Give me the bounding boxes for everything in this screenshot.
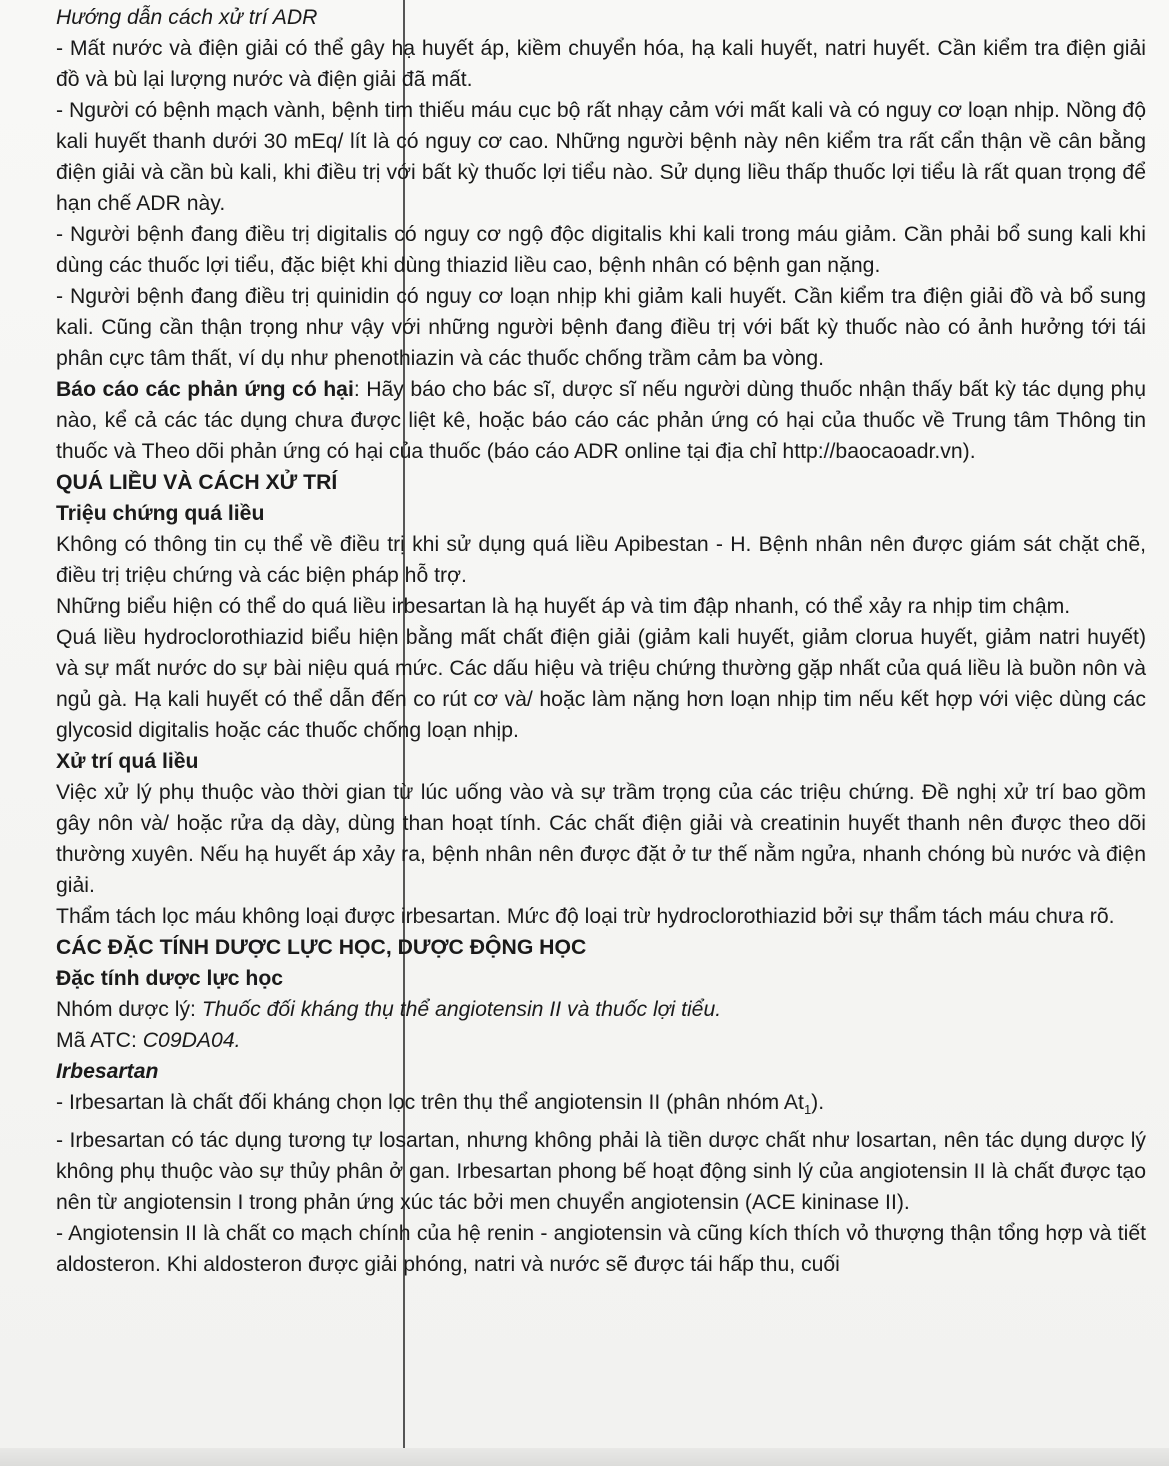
overdose-treatment-heading: Xử trí quá liều <box>56 750 199 773</box>
pharmacodynamics-heading: Đặc tính dược lực học <box>56 967 284 990</box>
irbesartan-heading: Irbesartan <box>56 1060 159 1083</box>
irbesartan-p1-end: ). <box>811 1091 825 1114</box>
irbesartan-paragraph <box>56 1087 1146 1125</box>
irbesartan-paragraph: - Angiotensin II là chất co mạch chính của hệ renin - angiotensin và cũng kích thích vỏ thượng thận tổng hợp và tiết aldosteron. Khi aldosteron được giải phóng, natri và nước sẽ được tái hấp thu, cuối <box>56 1222 1146 1277</box>
overdose-paragraph: Những biểu hiện có thể do quá liều irbesartan là hạ huyết áp và tim đập nhanh, có thể xảy ra nhịp tim chậm. <box>56 595 1071 618</box>
adr-paragraph: - Mất nước và điện giải có thể gây hạ huyết áp, kiềm chuyển hóa, hạ kali huyết, natri huyết. Cần kiểm tra điện giải đồ và bù lại lượng nước và điện giải đã mất. <box>56 37 1146 91</box>
pharma-group-line <box>56 994 1146 1025</box>
adr-paragraph: - Người bệnh đang điều trị quinidin có nguy cơ loạn nhịp khi giảm kali huyết. Cần kiểm tra điện giải đồ và bổ sung kali. Cũng cần thận trọng như vậy với những người bệnh đang điều trị với bất kỳ thuốc nào có ảnh hưởng tới tái phân cực tâm thất, ví dụ như phenothiazin và các thuốc chống trầm cảm ba vòng. <box>56 285 1146 370</box>
adr-paragraph: - Người có bệnh mạch vành, bệnh tim thiếu máu cục bộ rất nhạy cảm với mất kali và có nguy cơ loạn nhịp. Nồng độ kali huyết thanh dưới 30 mEq/ lít là có nguy cơ cao. Những người bệnh này nên kiểm tra rất cẩn thận về cân bằng điện giải và cần bù kali, khi điều trị với bất kỳ thuốc lợi tiểu nào. Sử dụng liều thấp thuốc lợi tiểu là rất quan trọng để hạn chế ADR này. <box>56 99 1146 215</box>
atc-value: C09DA04. <box>142 1029 241 1052</box>
irbesartan-p1-text: - Irbesartan là chất đối kháng chọn lọc trên thụ thể angiotensin II (phân nhóm At <box>56 1091 804 1114</box>
pharma-heading: CÁC ĐẶC TÍNH DƯỢC LỰC HỌC, DƯỢC ĐỘNG HỌC <box>56 936 587 959</box>
pharma-group-label: Nhóm dược lý: <box>56 998 202 1021</box>
overdose-paragraph: Việc xử lý phụ thuộc vào thời gian từ lúc uống vào và sự trầm trọng của các triệu chứng. Đề nghị xử trí bao gồm gây nôn và/ hoặc rửa dạ dày, dùng than hoạt tính. Các chất điện giải và creatinin huyết thanh nên được theo dõi thường xuyên. Nếu hạ huyết áp xảy ra, bệnh nhân nên được đặt ở tư thế nằm ngửa, nhanh chóng bù nước và điện giải. <box>56 781 1146 897</box>
adr-report-text: : Hãy báo cho bác sĩ, dược sĩ nếu người dùng thuốc nhận thấy bất kỳ tác dụng phụ nào, kể cả các tác dụng chưa được liệt kê, hoặc báo cáo các phản ứng có hại của thuốc về Trung tâm Thông tin thuốc và Theo dõi phản ứng có hại của thuốc (báo cáo ADR online tại địa chỉ http://baocaoadr.vn). <box>56 378 1146 463</box>
leaflet-text <box>56 2 1146 1280</box>
adr-paragraph: - Người bệnh đang điều trị digitalis có nguy cơ ngộ độc digitalis khi kali trong máu giảm. Cần phải bổ sung kali khi dùng các thuốc lợi tiểu, đặc biệt khi dùng thiazid liều cao, bệnh nhân có bệnh gan nặng. <box>56 223 1146 277</box>
overdose-symptoms-heading: Triệu chứng quá liều <box>56 502 265 525</box>
adr-report-label: Báo cáo các phản ứng có hại <box>56 378 354 401</box>
pharma-group-value: Thuốc đối kháng thụ thể angiotensin II và thuốc lợi tiểu. <box>201 998 722 1021</box>
adr-heading: Hướng dẫn cách xử trí ADR <box>56 6 318 29</box>
overdose-paragraph: Quá liều hydroclorothiazid biểu hiện bằng mất chất điện giải (giảm kali huyết, giảm clorua huyết, giảm natri huyết) và sự mất nước do sự bài niệu quá mức. Các dấu hiệu và triệu chứng thường gặp nhất của quá liều là buồn nôn và ngủ gà. Hạ kali huyết có thể dẫn đến co rút cơ và/ hoặc làm nặng hơn loạn nhịp tim nếu kết hợp với việc dùng các glycosid digitalis hoặc các thuốc chống loạn nhịp. <box>56 626 1146 742</box>
adr-report-paragraph <box>56 374 1146 467</box>
atc-line <box>56 1025 1146 1056</box>
overdose-paragraph: Thẩm tách lọc máu không loại được irbesartan. Mức độ loại trừ hydroclorothiazid bởi sự thẩm tách máu chưa rõ. <box>56 905 1115 928</box>
irbesartan-p1-subscript: 1 <box>803 1102 812 1118</box>
atc-label: Mã ATC: <box>56 1029 143 1052</box>
irbesartan-paragraph: - Irbesartan có tác dụng tương tự losartan, nhưng không phải là tiền dược chất như losartan, nên tác dụng dược lý không phụ thuộc vào sự thủy phân ở gan. Irbesartan phong bế hoạt động sinh lý của angiotensin II là chất được tạo nên từ angiotensin I trong phản ứng xúc tác bởi men chuyển angiotensin (ACE kininase II). <box>56 1129 1146 1215</box>
overdose-heading: QUÁ LIỀU VÀ CÁCH XỬ TRÍ <box>56 471 338 494</box>
page-bottom-edge <box>0 1448 1169 1466</box>
overdose-paragraph: Không có thông tin cụ thể về điều trị khi sử dụng quá liều Apibestan - H. Bệnh nhân nên được giám sát chặt chẽ, điều trị triệu chứng và các biện pháp hỗ trợ. <box>56 533 1146 587</box>
